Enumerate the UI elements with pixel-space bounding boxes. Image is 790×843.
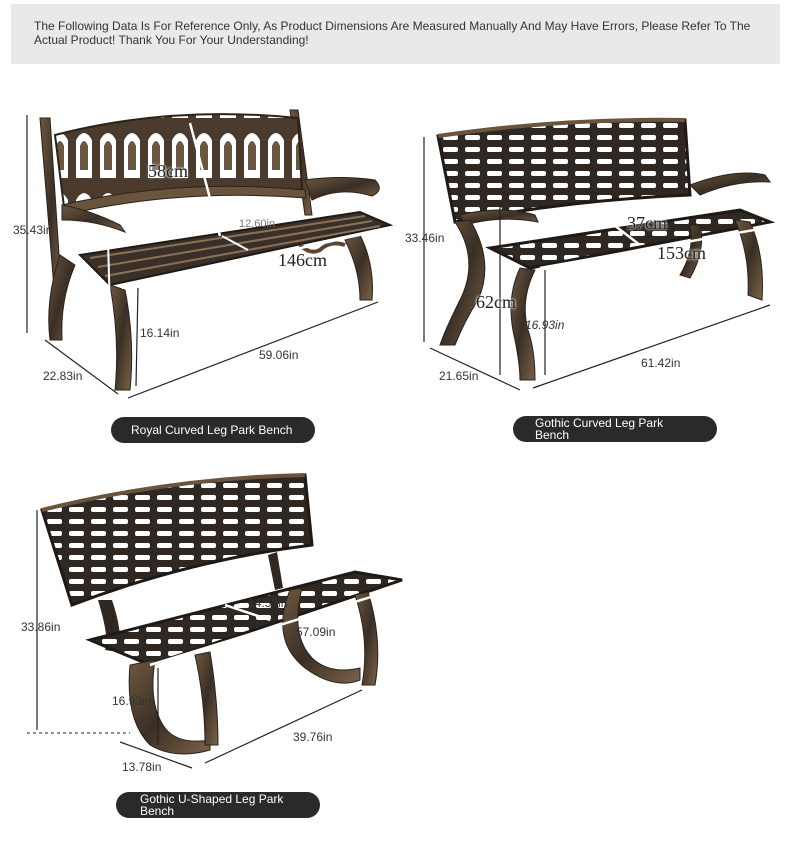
gothic-curved-name-badge bbox=[513, 416, 717, 442]
gothic-u-width-label: 57.09in bbox=[296, 625, 336, 639]
gothic-curved-back-label: 62cm bbox=[476, 292, 516, 312]
gothic-curved-seat-height-label: 16.93in bbox=[525, 318, 565, 332]
gothic-curved-length-label: 61.42in bbox=[641, 356, 681, 370]
royal-height-label: 35.43in bbox=[13, 223, 53, 237]
royal-width-cm-label: 146cm bbox=[278, 250, 327, 270]
gothic-u-length-label: 39.76in bbox=[293, 730, 333, 744]
gothic-u-seat-depth-label: 14.57in bbox=[248, 596, 288, 610]
royal-depth-label: 22.83in bbox=[43, 369, 83, 383]
royal-bench-name: Royal Curved Leg Park Bench bbox=[131, 423, 293, 437]
gothic-u-depth-label: 13.78in bbox=[122, 760, 162, 774]
gothic-curved-seat-depth-label: 37cm bbox=[627, 213, 667, 233]
gothic-curved-bench-name: Gothic Curved Leg Park Bench bbox=[535, 416, 664, 442]
gothic-u-seat-height-label: 16.93in bbox=[112, 694, 152, 708]
gothic-u-name-badge bbox=[116, 792, 320, 818]
gothic-u-bench-drawing bbox=[27, 475, 402, 768]
gothic-curved-depth-label: 21.65in bbox=[439, 369, 479, 383]
gothic-u-height-label: 33.86in bbox=[21, 620, 61, 634]
gothic-u-bench-name: Gothic U-Shaped Leg Park Bench bbox=[140, 792, 284, 818]
royal-length-label: 59.06in bbox=[259, 348, 299, 362]
gothic-curved-bench-drawing bbox=[424, 120, 770, 390]
royal-seat-depth-label: 12.60in bbox=[239, 218, 276, 230]
royal-seat-height-label: 16.14in bbox=[140, 326, 180, 340]
gothic-curved-height-label: 33.46in bbox=[405, 231, 445, 245]
gothic-curved-width-label: 153cm bbox=[657, 243, 706, 263]
notice-text: The Following Data Is For Reference Only, As Product Dimensions Are Measured Manually And May Have Errors, Please Refer To The Actual Product! Thank You For Your Understanding! bbox=[34, 19, 751, 47]
royal-bench-drawing bbox=[27, 110, 390, 398]
royal-bench-name-badge bbox=[111, 417, 315, 443]
royal-back-cm-label: 58cm bbox=[148, 161, 188, 181]
